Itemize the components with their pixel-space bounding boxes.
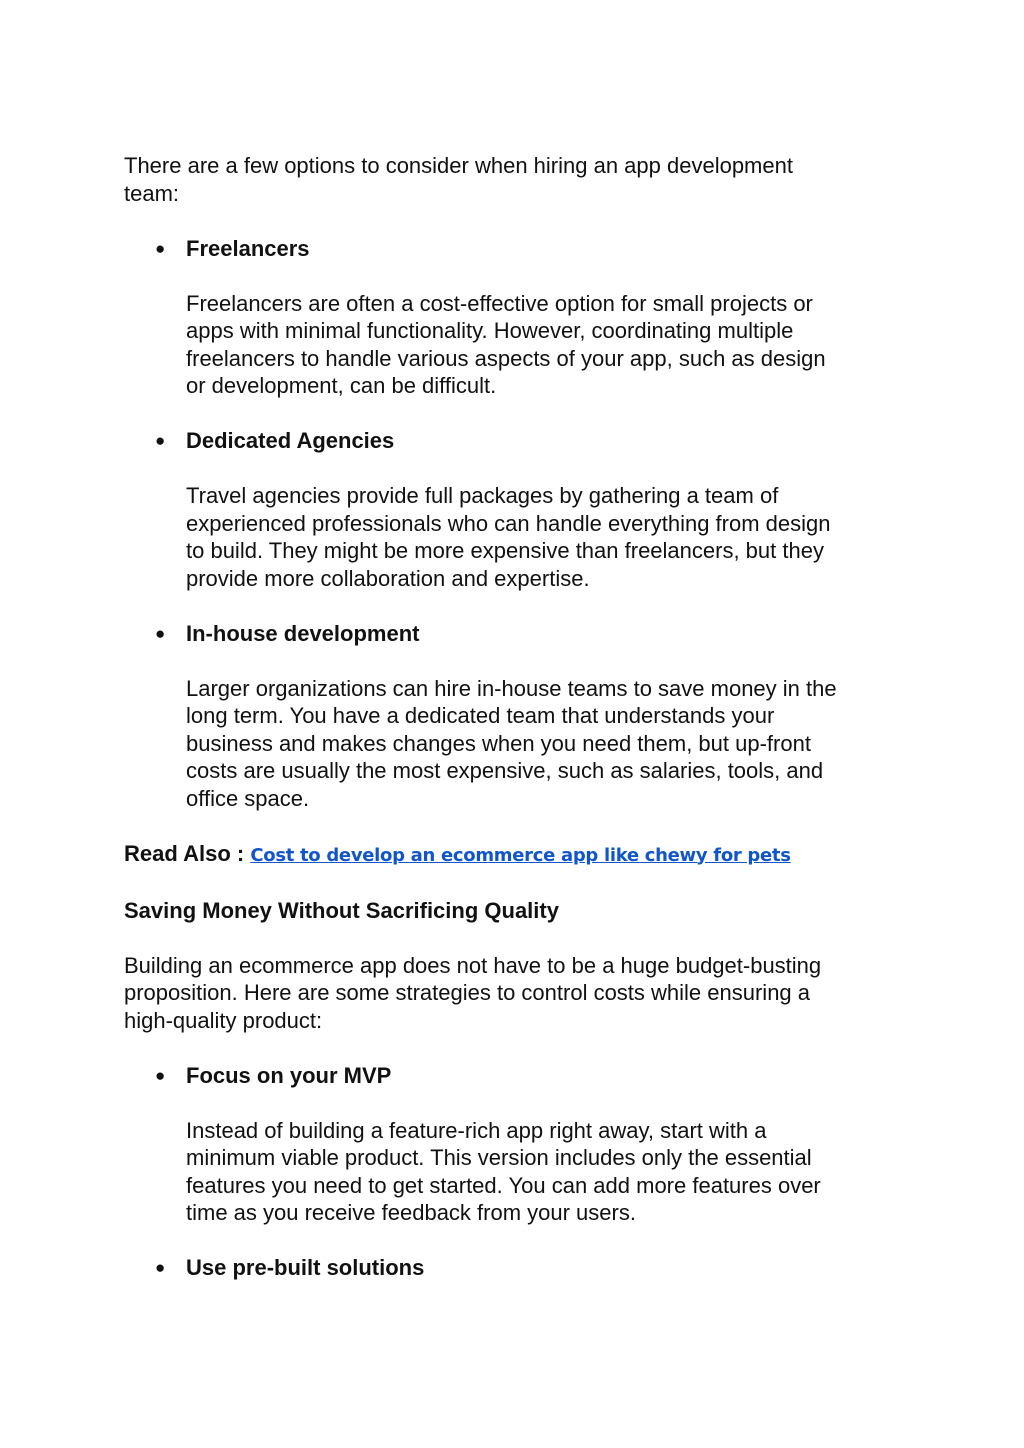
option-agencies-body: Travel agencies provide full packages by gathering a team of experienced professionals who can handle everything from design to build. They might be more expensive than freelancers, but they provide more collaboration and expertise. — [186, 483, 831, 591]
section-heading: Saving Money Without Sacrificing Quality — [124, 897, 559, 923]
spacer — [124, 812, 914, 840]
bullet-icon: ● — [155, 1258, 166, 1277]
bullet-icon: ● — [155, 431, 166, 450]
strategy-mvp-title-row — [155, 1062, 914, 1090]
spacer — [124, 924, 914, 952]
read-also-line — [124, 840, 914, 870]
read-also-label: Read Also : — [124, 840, 245, 866]
bullet-icon: ● — [155, 1065, 166, 1085]
spacer — [124, 647, 914, 675]
spacer — [124, 455, 914, 483]
spacer — [124, 869, 914, 897]
read-also-link[interactable]: Cost to develop an ecommerce app like chewy for pets — [250, 844, 791, 866]
option-title: Dedicated Agencies — [186, 428, 395, 453]
bullet-icon: ● — [155, 238, 166, 258]
option-inhouse-body: Larger organizations can hire in-house teams to save money in the long term. You have a dedicated team that understands your business and makes changes when you need them, but up-front costs are usually the most expensive, such as salaries, tools, and office space. — [186, 675, 837, 811]
option-agencies-title-row — [155, 427, 914, 455]
intro-paragraph: There are a few options to consider when hiring an app development team: — [124, 153, 793, 206]
option-freelancers-body: Freelancers are often a cost-effective option for small projects or apps with minimal functionality. However, coordinating multiple freelancers to handle various aspects of your app, such as design or development, can be difficult. — [186, 290, 826, 398]
section-intro: Building an ecommerce app does not have to be a huge budget-busting proposition. Here are some strategies to control costs while ensuring a high-quality product: — [124, 952, 822, 1033]
option-freelancers-title-row — [155, 235, 914, 263]
strategy-title: Focus on your MVP — [186, 1062, 392, 1088]
spacer — [124, 1034, 914, 1062]
document-body — [124, 152, 914, 1282]
option-title: Freelancers — [186, 235, 310, 261]
spacer — [124, 1227, 914, 1255]
spacer — [124, 1089, 914, 1117]
spacer — [124, 400, 914, 428]
strategy-prebuilt-title-row — [155, 1254, 914, 1282]
option-title: In-house development — [186, 620, 420, 646]
spacer — [124, 262, 914, 290]
option-inhouse-title-row — [155, 620, 914, 648]
strategy-title: Use pre-built solutions — [186, 1255, 425, 1280]
spacer — [124, 207, 914, 235]
spacer — [124, 592, 914, 620]
bullet-icon: ● — [155, 623, 166, 643]
strategy-mvp-body: Instead of building a feature-rich app right away, start with a minimum viable product. This version includes only the essential features you need to get started. You can add more features over time as you receive feedback from your users. — [186, 1117, 821, 1225]
